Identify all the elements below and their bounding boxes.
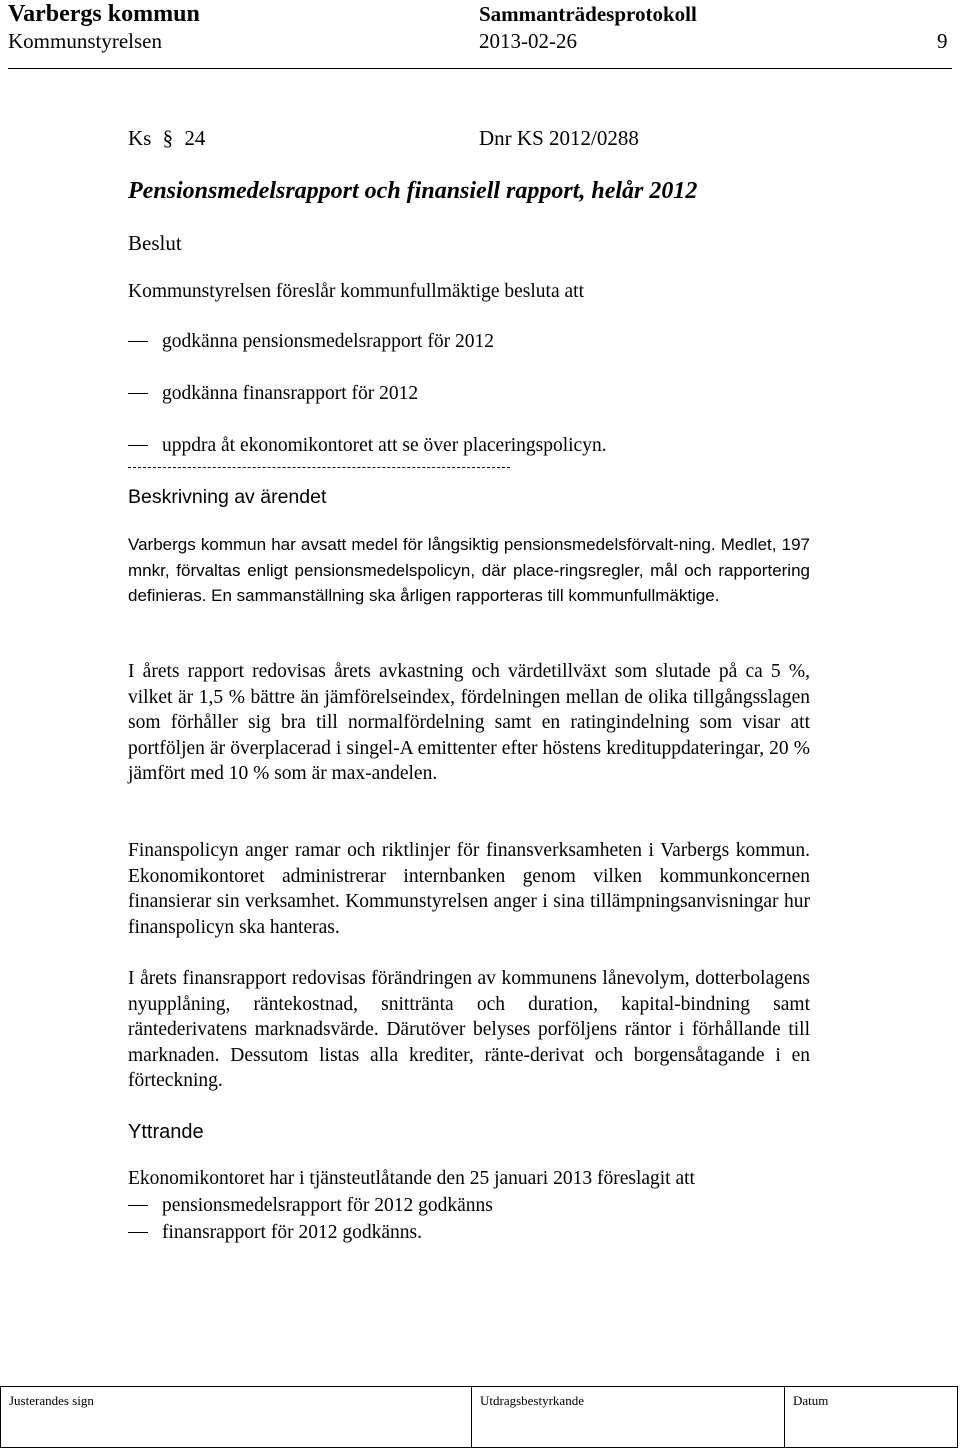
statement-heading: Yttrande (128, 1121, 204, 1143)
case-reference: Dnr KS 2012/0288 (479, 126, 639, 150)
document-type: Sammanträdesprotokoll (479, 2, 697, 26)
paragraph-prefix: Ks (128, 126, 152, 150)
org-name: Varbergs kommun (8, 1, 200, 27)
dashed-separator (128, 467, 510, 468)
body-name: Kommunstyrelsen (8, 29, 162, 53)
description-paragraph: I årets finansrapport redovisas förändringen av kommunens lånevolym, dotterbolagens nyupplåning, räntekostnad, snittränta och duration, kapital-bindning samt räntederivatens marknadsvärde. Därutöver belyses porföljens räntor i förhållande till marknaden. Dessutom listas alla krediter, ränte-derivat och borgensåtagande i en förteckning. (128, 968, 810, 1091)
header-divider (8, 68, 952, 69)
decision-item: godkänna finansrapport för 2012 (128, 381, 418, 406)
dash-bullet (128, 393, 148, 394)
footer-utdragsbestyrkande: Utdragsbestyrkande (472, 1387, 785, 1447)
paragraph-label (128, 126, 205, 151)
decision-item: godkänna pensionsmedelsrapport för 2012 (128, 329, 494, 354)
meeting-date: 2013-02-26 (479, 29, 577, 53)
description-paragraph: Finanspolicyn anger ramar och riktlinjer för finansverksamheten i Varbergs kommun. Ekonomikontoret administrerar internbanken genom vilken kommunkoncernen finansierar sin verksamhet. Kommunstyrelsen anger i sina tillämpningsanvisningar hur finanspolicyn ska hanteras. (128, 840, 810, 938)
paragraph-number: 24 (184, 126, 206, 150)
signature-footer (0, 1386, 958, 1448)
footer-justerandes-sign: Justerandes sign (1, 1387, 472, 1447)
decision-intro: Kommunstyrelsen föreslår kommunfullmäktige besluta att (128, 281, 584, 302)
statement-item: finansrapport för 2012 godkänns. (128, 1220, 422, 1245)
statement-item: pensionsmedelsrapport för 2012 godkänns (128, 1193, 493, 1218)
footer-datum: Datum (793, 1393, 829, 1408)
dash-bullet (128, 1232, 148, 1233)
decision-item: uppdra åt ekonomikontoret att se över placeringspolicyn. (128, 433, 607, 458)
dash-bullet (128, 341, 148, 342)
case-title: Pensionsmedelsrapport och finansiell rapport, helår 2012 (128, 178, 698, 204)
description-paragraph: I årets rapport redovisas årets avkastning och värdetillväxt som slutade på ca 5 %, vilket är 1,5 % bättre än jämförelseindex, fördelningen mellan de olika tillgångsslagen som förhåller sig bra till normalfördelning samt en ratingindelning som visar att portföljen är överplacerad i singel-A emittenter efter höstens kredituppdateringar, 20 % jämfört med 10 % som är max-andelen. (128, 661, 810, 784)
dash-bullet (128, 445, 148, 446)
dash-bullet (128, 1205, 148, 1206)
page-number: 9 (937, 29, 948, 53)
description-paragraph: Varbergs kommun har avsatt medel för långsiktig pensionsmedelsförvalt-ning. Medlet, 197 mnkr, förvaltas enligt pensionsmedelspolicyn, där place-ringsregler, mål och rapportering definieras. En sammanställning ska årligen rapporteras till kommunfullmäktige. (128, 535, 810, 605)
section-symbol: § (162, 126, 174, 150)
description-heading: Beskrivning av ärendet (128, 486, 327, 508)
decision-heading: Beslut (128, 231, 182, 255)
statement-intro: Ekonomikontoret har i tjänsteutlåtande den 25 januari 2013 föreslagit att (128, 1168, 695, 1189)
